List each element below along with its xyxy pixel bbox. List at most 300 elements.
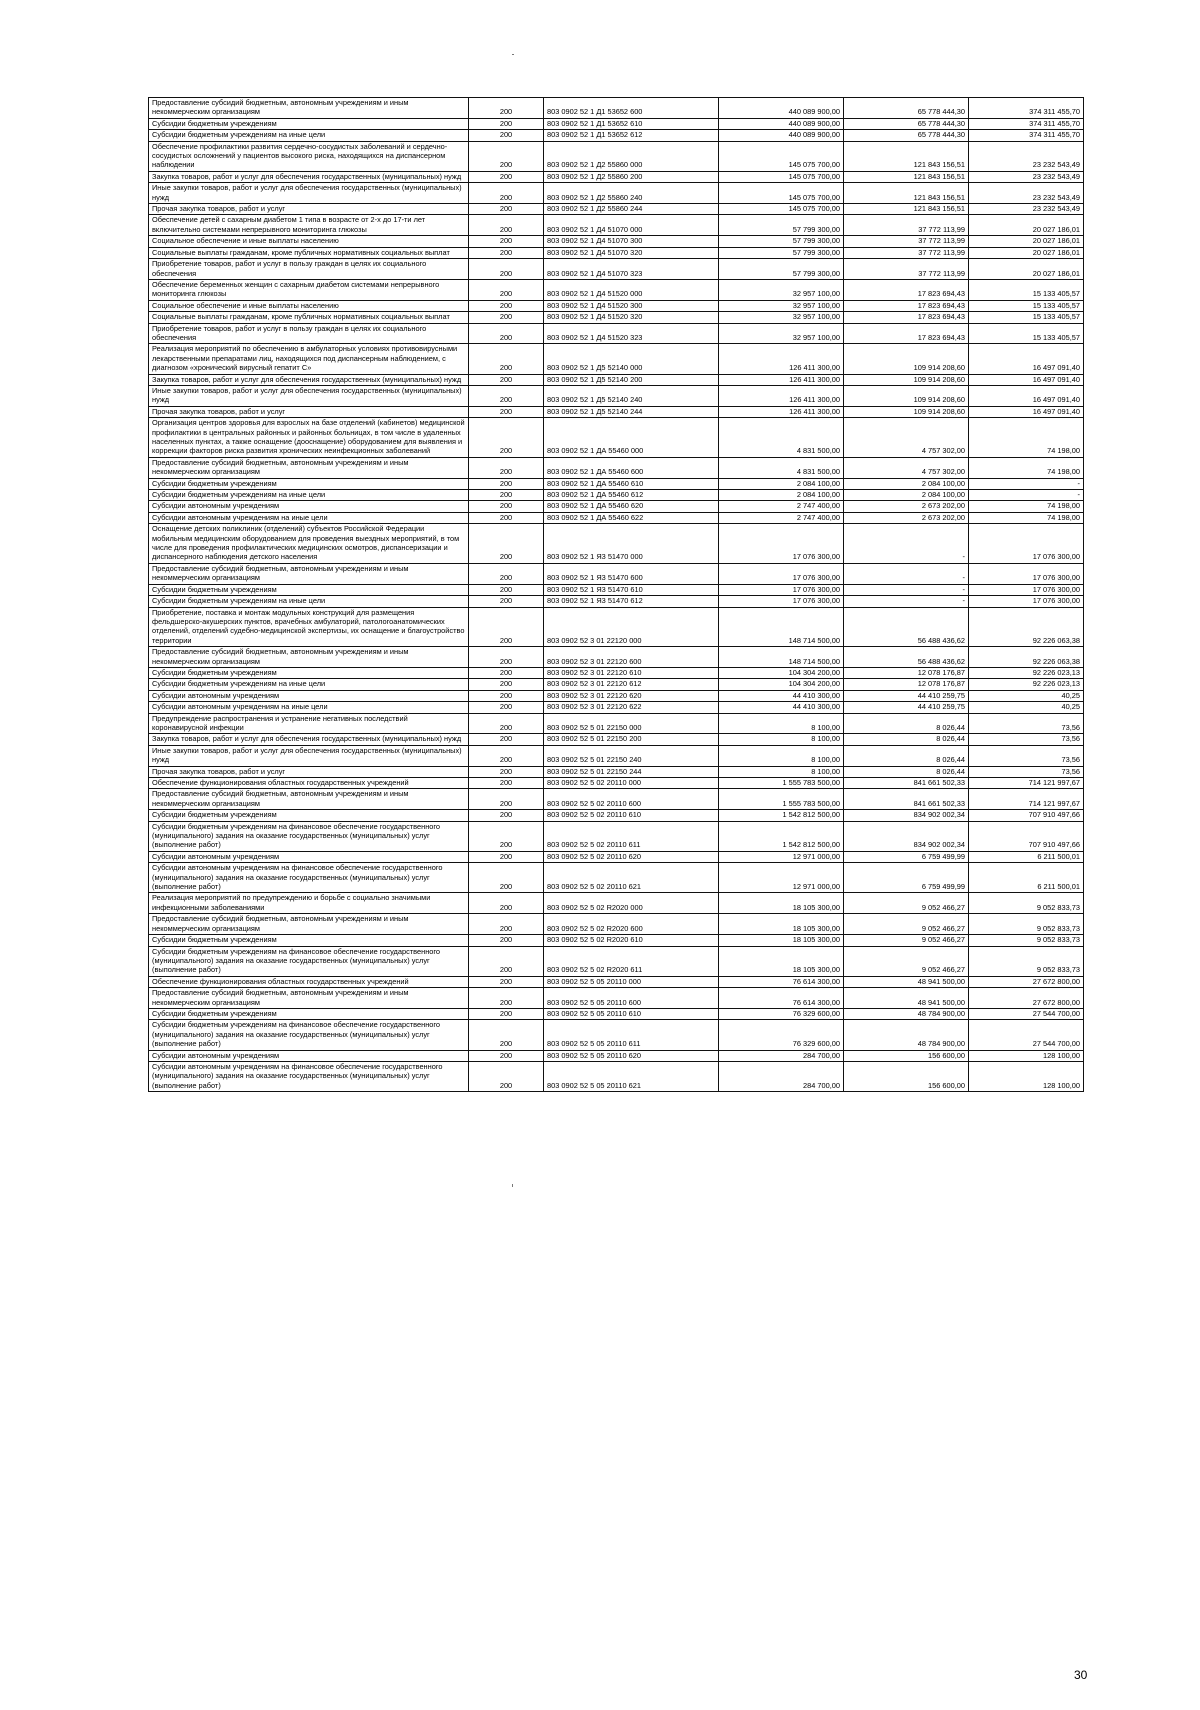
approved-amount-cell: 4 831 500,00 bbox=[719, 418, 844, 458]
budget-code-cell: 803 0902 52 5 02 20110 600 bbox=[544, 789, 719, 810]
row-name-cell: Социальные выплаты гражданам, кроме публичных нормативных социальных выплат bbox=[149, 312, 469, 323]
row-name-cell: Субсидии бюджетным учреждениям на иные цели bbox=[149, 679, 469, 690]
table-row bbox=[149, 418, 1084, 458]
approved-amount-cell: 18 105 300,00 bbox=[719, 914, 844, 935]
table-row bbox=[149, 690, 1084, 701]
table-row bbox=[149, 810, 1084, 821]
executed-amount-cell: 9 052 466,27 bbox=[844, 893, 969, 914]
executed-amount-cell: 109 914 208,60 bbox=[844, 385, 969, 406]
unexecuted-amount-cell: 9 052 833,73 bbox=[969, 914, 1084, 935]
expense-type-cell: 200 bbox=[469, 1050, 544, 1061]
table-row bbox=[149, 98, 1084, 119]
table-row bbox=[149, 457, 1084, 478]
expense-type-cell: 200 bbox=[469, 667, 544, 678]
row-name-cell: Реализация мероприятий по обеспечению в амбулаторных условиях противовирусными лекарственными препаратами лиц, находящихся под диспансерным наблюдением, с диагнозом «хронический вирусный гепатит С» bbox=[149, 344, 469, 374]
table-row bbox=[149, 478, 1084, 489]
approved-amount-cell: 284 700,00 bbox=[719, 1061, 844, 1091]
row-name-cell: Субсидии бюджетным учреждениям на иные цели bbox=[149, 596, 469, 607]
row-name-cell: Иные закупки товаров, работ и услуг для обеспечения государственных (муниципальных) нужд bbox=[149, 385, 469, 406]
executed-amount-cell: 109 914 208,60 bbox=[844, 374, 969, 385]
unexecuted-amount-cell: 23 232 543,49 bbox=[969, 141, 1084, 171]
unexecuted-amount-cell: 73,56 bbox=[969, 745, 1084, 766]
budget-code-cell: 803 0902 52 1 ДА 55460 612 bbox=[544, 490, 719, 501]
executed-amount-cell: 156 600,00 bbox=[844, 1050, 969, 1061]
row-name-cell: Субсидии автономным учреждениям bbox=[149, 1050, 469, 1061]
budget-code-cell: 803 0902 52 5 05 20110 000 bbox=[544, 976, 719, 987]
budget-code-cell: 803 0902 52 1 Д4 51520 323 bbox=[544, 323, 719, 344]
row-name-cell: Предоставление субсидий бюджетным, автономным учреждениям и иным некоммерческим организациям bbox=[149, 914, 469, 935]
approved-amount-cell: 126 411 300,00 bbox=[719, 385, 844, 406]
row-name-cell: Субсидии бюджетным учреждениям bbox=[149, 810, 469, 821]
expense-type-cell: 200 bbox=[469, 130, 544, 141]
budget-code-cell: 803 0902 52 5 01 22150 240 bbox=[544, 745, 719, 766]
approved-amount-cell: 57 799 300,00 bbox=[719, 259, 844, 280]
executed-amount-cell: 37 772 113,99 bbox=[844, 215, 969, 236]
unexecuted-amount-cell: 16 497 091,40 bbox=[969, 385, 1084, 406]
expense-type-cell: 200 bbox=[469, 734, 544, 745]
executed-amount-cell: 8 026,44 bbox=[844, 745, 969, 766]
expense-type-cell: 200 bbox=[469, 141, 544, 171]
executed-amount-cell: 2 084 100,00 bbox=[844, 478, 969, 489]
scan-speck bbox=[512, 1184, 513, 1187]
row-name-cell: Обеспечение функционирования областных государственных учреждений bbox=[149, 778, 469, 789]
approved-amount-cell: 57 799 300,00 bbox=[719, 236, 844, 247]
table-row bbox=[149, 141, 1084, 171]
approved-amount-cell: 76 614 300,00 bbox=[719, 976, 844, 987]
expense-type-cell: 200 bbox=[469, 406, 544, 417]
unexecuted-amount-cell: - bbox=[969, 490, 1084, 501]
row-name-cell: Закупка товаров, работ и услуг для обеспечения государственных (муниципальных) нужд bbox=[149, 734, 469, 745]
executed-amount-cell: 12 078 176,87 bbox=[844, 667, 969, 678]
expense-type-cell: 200 bbox=[469, 323, 544, 344]
table-row bbox=[149, 647, 1084, 668]
table-row bbox=[149, 1020, 1084, 1050]
table-row bbox=[149, 893, 1084, 914]
budget-code-cell: 803 0902 52 5 01 22150 000 bbox=[544, 713, 719, 734]
executed-amount-cell: 6 759 499,99 bbox=[844, 863, 969, 893]
unexecuted-amount-cell: 74 198,00 bbox=[969, 457, 1084, 478]
table-row bbox=[149, 171, 1084, 182]
executed-amount-cell: 841 661 502,33 bbox=[844, 789, 969, 810]
budget-code-cell: 803 0902 52 1 Д4 51070 320 bbox=[544, 247, 719, 258]
approved-amount-cell: 57 799 300,00 bbox=[719, 247, 844, 258]
budget-code-cell: 803 0902 52 1 ДА 55460 600 bbox=[544, 457, 719, 478]
budget-code-cell: 803 0902 52 5 02 20110 000 bbox=[544, 778, 719, 789]
budget-code-cell: 803 0902 52 1 Д4 51520 320 bbox=[544, 312, 719, 323]
expense-type-cell: 200 bbox=[469, 766, 544, 777]
row-name-cell: Субсидии бюджетным учреждениям bbox=[149, 118, 469, 129]
unexecuted-amount-cell: 6 211 500,01 bbox=[969, 851, 1084, 862]
budget-code-cell: 803 0902 52 1 ДА 55460 610 bbox=[544, 478, 719, 489]
row-name-cell: Организация центров здоровья для взрослых на базе отделений (кабинетов) медицинской профилактики в центральных районных и районных больницах, в том числе в удаленных населенных пунктах, а также оснащение (дооснащение) оборудованием для выявления и коррекции факторов риска развития хронических неинфекционных заболеваний bbox=[149, 418, 469, 458]
budget-code-cell: 803 0902 52 5 01 22150 200 bbox=[544, 734, 719, 745]
row-name-cell: Субсидии бюджетным учреждениям bbox=[149, 1008, 469, 1019]
row-name-cell: Реализация мероприятий по предупреждению и борьбе с социально значимыми инфекционными заболеваниями bbox=[149, 893, 469, 914]
row-name-cell: Обеспечение беременных женщин с сахарным диабетом системами непрерывного мониторинга глюкозы bbox=[149, 279, 469, 300]
row-name-cell: Социальное обеспечение и иные выплаты населению bbox=[149, 236, 469, 247]
expense-type-cell: 200 bbox=[469, 778, 544, 789]
row-name-cell: Субсидии автономным учреждениям bbox=[149, 501, 469, 512]
approved-amount-cell: 8 100,00 bbox=[719, 713, 844, 734]
approved-amount-cell: 145 075 700,00 bbox=[719, 171, 844, 182]
page-number: 30 bbox=[1074, 1668, 1088, 1682]
unexecuted-amount-cell: 92 226 023,13 bbox=[969, 679, 1084, 690]
table-row bbox=[149, 851, 1084, 862]
budget-code-cell: 803 0902 52 1 Д2 55860 000 bbox=[544, 141, 719, 171]
table-row bbox=[149, 914, 1084, 935]
row-name-cell: Субсидии бюджетным учреждениям на финансовое обеспечение государственного (муниципального) задания на оказание государственных (муниципальных) услуг (выполнение работ) bbox=[149, 1020, 469, 1050]
expense-type-cell: 200 bbox=[469, 374, 544, 385]
table-row bbox=[149, 713, 1084, 734]
budget-code-cell: 803 0902 52 1 Д1 53652 612 bbox=[544, 130, 719, 141]
unexecuted-amount-cell: 27 544 700,00 bbox=[969, 1020, 1084, 1050]
approved-amount-cell: 2 084 100,00 bbox=[719, 478, 844, 489]
budget-code-cell: 803 0902 52 5 02 20110 621 bbox=[544, 863, 719, 893]
budget-code-cell: 803 0902 52 1 Я3 51470 600 bbox=[544, 563, 719, 584]
table-row bbox=[149, 406, 1084, 417]
table-row bbox=[149, 778, 1084, 789]
approved-amount-cell: 44 410 300,00 bbox=[719, 690, 844, 701]
unexecuted-amount-cell: 15 133 405,57 bbox=[969, 323, 1084, 344]
expense-type-cell: 200 bbox=[469, 821, 544, 851]
unexecuted-amount-cell: 16 497 091,40 bbox=[969, 374, 1084, 385]
budget-code-cell: 803 0902 52 3 01 22120 612 bbox=[544, 679, 719, 690]
approved-amount-cell: 4 831 500,00 bbox=[719, 457, 844, 478]
unexecuted-amount-cell: 9 052 833,73 bbox=[969, 935, 1084, 946]
approved-amount-cell: 18 105 300,00 bbox=[719, 893, 844, 914]
executed-amount-cell: 121 843 156,51 bbox=[844, 183, 969, 204]
row-name-cell: Субсидии бюджетным учреждениям на иные цели bbox=[149, 130, 469, 141]
expense-type-cell: 200 bbox=[469, 490, 544, 501]
approved-amount-cell: 148 714 500,00 bbox=[719, 647, 844, 668]
budget-code-cell: 803 0902 52 5 02 R2020 600 bbox=[544, 914, 719, 935]
budget-code-cell: 803 0902 52 5 05 20110 611 bbox=[544, 1020, 719, 1050]
unexecuted-amount-cell: 20 027 186,01 bbox=[969, 259, 1084, 280]
budget-execution-table bbox=[148, 97, 1084, 1092]
budget-code-cell: 803 0902 52 5 05 20110 610 bbox=[544, 1008, 719, 1019]
executed-amount-cell: 9 052 466,27 bbox=[844, 946, 969, 976]
budget-code-cell: 803 0902 52 5 02 20110 610 bbox=[544, 810, 719, 821]
table-row bbox=[149, 988, 1084, 1009]
unexecuted-amount-cell: 23 232 543,49 bbox=[969, 171, 1084, 182]
expense-type-cell: 200 bbox=[469, 279, 544, 300]
row-name-cell: Предоставление субсидий бюджетным, автономным учреждениям и иным некоммерческим организациям bbox=[149, 647, 469, 668]
budget-code-cell: 803 0902 52 5 05 20110 621 bbox=[544, 1061, 719, 1091]
unexecuted-amount-cell: 707 910 497,66 bbox=[969, 821, 1084, 851]
unexecuted-amount-cell: 20 027 186,01 bbox=[969, 215, 1084, 236]
row-name-cell: Оснащение детских поликлиник (отделений) субъектов Российской Федерации мобильным медицинским оборудованием для проведения выездных мероприятий, в том числе для проведения профилактических медицинских осмотров, диспансеризации и диспансерного наблюдения детского населения bbox=[149, 524, 469, 564]
row-name-cell: Субсидии автономным учреждениям bbox=[149, 851, 469, 862]
row-name-cell: Субсидии бюджетным учреждениям на финансовое обеспечение государственного (муниципального) задания на оказание государственных (муниципальных) услуг (выполнение работ) bbox=[149, 946, 469, 976]
expense-type-cell: 200 bbox=[469, 713, 544, 734]
table-body bbox=[149, 98, 1084, 1092]
scan-speck bbox=[512, 54, 514, 55]
table-row bbox=[149, 976, 1084, 987]
approved-amount-cell: 32 957 100,00 bbox=[719, 300, 844, 311]
approved-amount-cell: 126 411 300,00 bbox=[719, 374, 844, 385]
unexecuted-amount-cell: 23 232 543,49 bbox=[969, 183, 1084, 204]
budget-code-cell: 803 0902 52 5 05 20110 600 bbox=[544, 988, 719, 1009]
expense-type-cell: 200 bbox=[469, 851, 544, 862]
executed-amount-cell: 12 078 176,87 bbox=[844, 679, 969, 690]
expense-type-cell: 200 bbox=[469, 745, 544, 766]
approved-amount-cell: 17 076 300,00 bbox=[719, 524, 844, 564]
approved-amount-cell: 17 076 300,00 bbox=[719, 596, 844, 607]
expense-type-cell: 200 bbox=[469, 584, 544, 595]
expense-type-cell: 200 bbox=[469, 259, 544, 280]
executed-amount-cell: 56 488 436,62 bbox=[844, 647, 969, 668]
expense-type-cell: 200 bbox=[469, 946, 544, 976]
table-row bbox=[149, 863, 1084, 893]
approved-amount-cell: 145 075 700,00 bbox=[719, 204, 844, 215]
table-row bbox=[149, 374, 1084, 385]
expense-type-cell: 200 bbox=[469, 312, 544, 323]
unexecuted-amount-cell: 15 133 405,57 bbox=[969, 279, 1084, 300]
executed-amount-cell: 2 673 202,00 bbox=[844, 512, 969, 523]
table-row bbox=[149, 667, 1084, 678]
executed-amount-cell: 56 488 436,62 bbox=[844, 607, 969, 647]
executed-amount-cell: 17 823 694,43 bbox=[844, 323, 969, 344]
executed-amount-cell: 2 084 100,00 bbox=[844, 490, 969, 501]
expense-type-cell: 200 bbox=[469, 215, 544, 236]
expense-type-cell: 200 bbox=[469, 204, 544, 215]
executed-amount-cell: 841 661 502,33 bbox=[844, 778, 969, 789]
expense-type-cell: 200 bbox=[469, 478, 544, 489]
unexecuted-amount-cell: 374 311 455,70 bbox=[969, 118, 1084, 129]
expense-type-cell: 200 bbox=[469, 457, 544, 478]
table-row bbox=[149, 745, 1084, 766]
row-name-cell: Субсидии автономным учреждениям на финансовое обеспечение государственного (муниципального) задания на оказание государственных (муниципальных) услуг (выполнение работ) bbox=[149, 863, 469, 893]
executed-amount-cell: 8 026,44 bbox=[844, 734, 969, 745]
table-row bbox=[149, 118, 1084, 129]
unexecuted-amount-cell: 9 052 833,73 bbox=[969, 893, 1084, 914]
unexecuted-amount-cell: 9 052 833,73 bbox=[969, 946, 1084, 976]
expense-type-cell: 200 bbox=[469, 863, 544, 893]
table-row bbox=[149, 323, 1084, 344]
row-name-cell: Субсидии бюджетным учреждениям bbox=[149, 667, 469, 678]
table-row bbox=[149, 312, 1084, 323]
row-name-cell: Предоставление субсидий бюджетным, автономным учреждениям и иным некоммерческим организациям bbox=[149, 789, 469, 810]
budget-code-cell: 803 0902 52 1 Д2 55860 240 bbox=[544, 183, 719, 204]
executed-amount-cell: 8 026,44 bbox=[844, 713, 969, 734]
unexecuted-amount-cell: 40,25 bbox=[969, 690, 1084, 701]
expense-type-cell: 200 bbox=[469, 501, 544, 512]
executed-amount-cell: 37 772 113,99 bbox=[844, 259, 969, 280]
table-row bbox=[149, 490, 1084, 501]
row-name-cell: Субсидии бюджетным учреждениям на финансовое обеспечение государственного (муниципального) задания на оказание государственных (муниципальных) услуг (выполнение работ) bbox=[149, 821, 469, 851]
expense-type-cell: 200 bbox=[469, 914, 544, 935]
executed-amount-cell: 48 941 500,00 bbox=[844, 976, 969, 987]
budget-code-cell: 803 0902 52 5 01 22150 244 bbox=[544, 766, 719, 777]
table-row bbox=[149, 344, 1084, 374]
budget-code-cell: 803 0902 52 5 02 R2020 610 bbox=[544, 935, 719, 946]
budget-code-cell: 803 0902 52 1 Д2 55860 244 bbox=[544, 204, 719, 215]
table-row bbox=[149, 524, 1084, 564]
row-name-cell: Прочая закупка товаров, работ и услуг bbox=[149, 406, 469, 417]
budget-code-cell: 803 0902 52 1 Д5 52140 000 bbox=[544, 344, 719, 374]
table-row bbox=[149, 679, 1084, 690]
row-name-cell: Предоставление субсидий бюджетным, автономным учреждениям и иным некоммерческим организациям bbox=[149, 563, 469, 584]
approved-amount-cell: 12 971 000,00 bbox=[719, 863, 844, 893]
row-name-cell: Обеспечение детей с сахарным диабетом 1 типа в возрасте от 2-х до 17-ти лет включительно системами непрерывного мониторинга глюкозы bbox=[149, 215, 469, 236]
table-row bbox=[149, 215, 1084, 236]
table-row bbox=[149, 584, 1084, 595]
expense-type-cell: 200 bbox=[469, 679, 544, 690]
executed-amount-cell: 65 778 444,30 bbox=[844, 118, 969, 129]
executed-amount-cell: 6 759 499,99 bbox=[844, 851, 969, 862]
unexecuted-amount-cell: 374 311 455,70 bbox=[969, 98, 1084, 119]
approved-amount-cell: 2 747 400,00 bbox=[719, 501, 844, 512]
unexecuted-amount-cell: 15 133 405,57 bbox=[969, 312, 1084, 323]
unexecuted-amount-cell: 73,56 bbox=[969, 713, 1084, 734]
unexecuted-amount-cell: 17 076 300,00 bbox=[969, 584, 1084, 595]
expense-type-cell: 200 bbox=[469, 1008, 544, 1019]
table-row bbox=[149, 247, 1084, 258]
executed-amount-cell: - bbox=[844, 524, 969, 564]
budget-code-cell: 803 0902 52 1 Д1 53652 610 bbox=[544, 118, 719, 129]
expense-type-cell: 200 bbox=[469, 702, 544, 713]
table-row bbox=[149, 702, 1084, 713]
budget-code-cell: 803 0902 52 3 01 22120 620 bbox=[544, 690, 719, 701]
approved-amount-cell: 18 105 300,00 bbox=[719, 946, 844, 976]
row-name-cell: Социальное обеспечение и иные выплаты населению bbox=[149, 300, 469, 311]
row-name-cell: Субсидии бюджетным учреждениям bbox=[149, 935, 469, 946]
row-name-cell: Субсидии автономным учреждениям на финансовое обеспечение государственного (муниципального) задания на оказание государственных (муниципальных) услуг (выполнение работ) bbox=[149, 1061, 469, 1091]
unexecuted-amount-cell: 128 100,00 bbox=[969, 1050, 1084, 1061]
budget-code-cell: 803 0902 52 1 Я3 51470 000 bbox=[544, 524, 719, 564]
unexecuted-amount-cell: 128 100,00 bbox=[969, 1061, 1084, 1091]
unexecuted-amount-cell: 40,25 bbox=[969, 702, 1084, 713]
budget-code-cell: 803 0902 52 1 Д4 51520 000 bbox=[544, 279, 719, 300]
approved-amount-cell: 32 957 100,00 bbox=[719, 279, 844, 300]
approved-amount-cell: 2 747 400,00 bbox=[719, 512, 844, 523]
executed-amount-cell: 9 052 466,27 bbox=[844, 935, 969, 946]
expense-type-cell: 200 bbox=[469, 512, 544, 523]
approved-amount-cell: 104 304 200,00 bbox=[719, 679, 844, 690]
budget-code-cell: 803 0902 52 1 Д1 53652 600 bbox=[544, 98, 719, 119]
expense-type-cell: 200 bbox=[469, 935, 544, 946]
approved-amount-cell: 76 329 600,00 bbox=[719, 1008, 844, 1019]
budget-code-cell: 803 0902 52 3 01 22120 622 bbox=[544, 702, 719, 713]
expense-type-cell: 200 bbox=[469, 810, 544, 821]
unexecuted-amount-cell: 16 497 091,40 bbox=[969, 406, 1084, 417]
budget-code-cell: 803 0902 52 3 01 22120 000 bbox=[544, 607, 719, 647]
unexecuted-amount-cell: 714 121 997,67 bbox=[969, 778, 1084, 789]
budget-code-cell: 803 0902 52 1 Д4 51520 300 bbox=[544, 300, 719, 311]
row-name-cell: Социальные выплаты гражданам, кроме публичных нормативных социальных выплат bbox=[149, 247, 469, 258]
unexecuted-amount-cell: 27 672 800,00 bbox=[969, 988, 1084, 1009]
executed-amount-cell: 65 778 444,30 bbox=[844, 98, 969, 119]
expense-type-cell: 200 bbox=[469, 596, 544, 607]
budget-code-cell: 803 0902 52 5 02 R2020 611 bbox=[544, 946, 719, 976]
executed-amount-cell: 37 772 113,99 bbox=[844, 236, 969, 247]
executed-amount-cell: 109 914 208,60 bbox=[844, 406, 969, 417]
executed-amount-cell: 17 823 694,43 bbox=[844, 312, 969, 323]
table-row bbox=[149, 607, 1084, 647]
approved-amount-cell: 1 555 783 500,00 bbox=[719, 778, 844, 789]
approved-amount-cell: 17 076 300,00 bbox=[719, 563, 844, 584]
table-row bbox=[149, 236, 1084, 247]
executed-amount-cell: 121 843 156,51 bbox=[844, 171, 969, 182]
table-row bbox=[149, 596, 1084, 607]
row-name-cell: Обеспечение функционирования областных государственных учреждений bbox=[149, 976, 469, 987]
unexecuted-amount-cell: 27 544 700,00 bbox=[969, 1008, 1084, 1019]
executed-amount-cell: 48 784 900,00 bbox=[844, 1020, 969, 1050]
executed-amount-cell: 121 843 156,51 bbox=[844, 204, 969, 215]
executed-amount-cell: 834 902 002,34 bbox=[844, 810, 969, 821]
approved-amount-cell: 18 105 300,00 bbox=[719, 935, 844, 946]
approved-amount-cell: 32 957 100,00 bbox=[719, 323, 844, 344]
table-row bbox=[149, 512, 1084, 523]
approved-amount-cell: 1 542 812 500,00 bbox=[719, 821, 844, 851]
unexecuted-amount-cell: 17 076 300,00 bbox=[969, 596, 1084, 607]
approved-amount-cell: 32 957 100,00 bbox=[719, 312, 844, 323]
approved-amount-cell: 440 089 900,00 bbox=[719, 130, 844, 141]
unexecuted-amount-cell: 73,56 bbox=[969, 766, 1084, 777]
unexecuted-amount-cell: 92 226 023,13 bbox=[969, 667, 1084, 678]
executed-amount-cell: 8 026,44 bbox=[844, 766, 969, 777]
table-row bbox=[149, 130, 1084, 141]
row-name-cell: Прочая закупка товаров, работ и услуг bbox=[149, 204, 469, 215]
executed-amount-cell: 2 673 202,00 bbox=[844, 501, 969, 512]
executed-amount-cell: 834 902 002,34 bbox=[844, 821, 969, 851]
expense-type-cell: 200 bbox=[469, 236, 544, 247]
expense-type-cell: 200 bbox=[469, 893, 544, 914]
unexecuted-amount-cell: 15 133 405,57 bbox=[969, 300, 1084, 311]
row-name-cell: Приобретение, поставка и монтаж модульных конструкций для размещения фельдшерско-акушерских пунктов, врачебных амбулаторий, патологоанатомических отделений, отделений судебно-медицинской экспертизы, их оснащение и благоустройство территории bbox=[149, 607, 469, 647]
executed-amount-cell: 48 941 500,00 bbox=[844, 988, 969, 1009]
row-name-cell: Обеспечение профилактики развития сердечно-сосудистых заболеваний и сердечно-сосудистых осложнений у пациентов высокого риска, находящихся на диспансерном наблюдении bbox=[149, 141, 469, 171]
budget-code-cell: 803 0902 52 3 01 22120 610 bbox=[544, 667, 719, 678]
budget-code-cell: 803 0902 52 1 Д5 52140 244 bbox=[544, 406, 719, 417]
table-row bbox=[149, 946, 1084, 976]
unexecuted-amount-cell: 20 027 186,01 bbox=[969, 236, 1084, 247]
expense-type-cell: 200 bbox=[469, 171, 544, 182]
expense-type-cell: 200 bbox=[469, 418, 544, 458]
expense-type-cell: 200 bbox=[469, 98, 544, 119]
budget-code-cell: 803 0902 52 1 Д4 51070 323 bbox=[544, 259, 719, 280]
approved-amount-cell: 8 100,00 bbox=[719, 766, 844, 777]
expense-type-cell: 200 bbox=[469, 183, 544, 204]
approved-amount-cell: 12 971 000,00 bbox=[719, 851, 844, 862]
expense-type-cell: 200 bbox=[469, 988, 544, 1009]
approved-amount-cell: 148 714 500,00 bbox=[719, 607, 844, 647]
budget-code-cell: 803 0902 52 1 ДА 55460 622 bbox=[544, 512, 719, 523]
row-name-cell: Субсидии автономным учреждениям на иные цели bbox=[149, 512, 469, 523]
expense-type-cell: 200 bbox=[469, 563, 544, 584]
expense-type-cell: 200 bbox=[469, 300, 544, 311]
expense-type-cell: 200 bbox=[469, 607, 544, 647]
expense-type-cell: 200 bbox=[469, 524, 544, 564]
expense-type-cell: 200 bbox=[469, 385, 544, 406]
approved-amount-cell: 126 411 300,00 bbox=[719, 344, 844, 374]
unexecuted-amount-cell: 73,56 bbox=[969, 734, 1084, 745]
expense-type-cell: 200 bbox=[469, 1020, 544, 1050]
expense-type-cell: 200 bbox=[469, 344, 544, 374]
row-name-cell: Предоставление субсидий бюджетным, автономным учреждениям и иным некоммерческим организациям bbox=[149, 98, 469, 119]
unexecuted-amount-cell: 16 497 091,40 bbox=[969, 344, 1084, 374]
table-row bbox=[149, 204, 1084, 215]
executed-amount-cell: - bbox=[844, 596, 969, 607]
row-name-cell: Иные закупки товаров, работ и услуг для обеспечения государственных (муниципальных) нужд bbox=[149, 183, 469, 204]
budget-code-cell: 803 0902 52 1 Я3 51470 610 bbox=[544, 584, 719, 595]
unexecuted-amount-cell: 707 910 497,66 bbox=[969, 810, 1084, 821]
executed-amount-cell: 17 823 694,43 bbox=[844, 279, 969, 300]
executed-amount-cell: 121 843 156,51 bbox=[844, 141, 969, 171]
row-name-cell: Предупреждение распространения и устранение негативных последствий коронавирусной инфекции bbox=[149, 713, 469, 734]
approved-amount-cell: 76 329 600,00 bbox=[719, 1020, 844, 1050]
budget-code-cell: 803 0902 52 3 01 22120 600 bbox=[544, 647, 719, 668]
